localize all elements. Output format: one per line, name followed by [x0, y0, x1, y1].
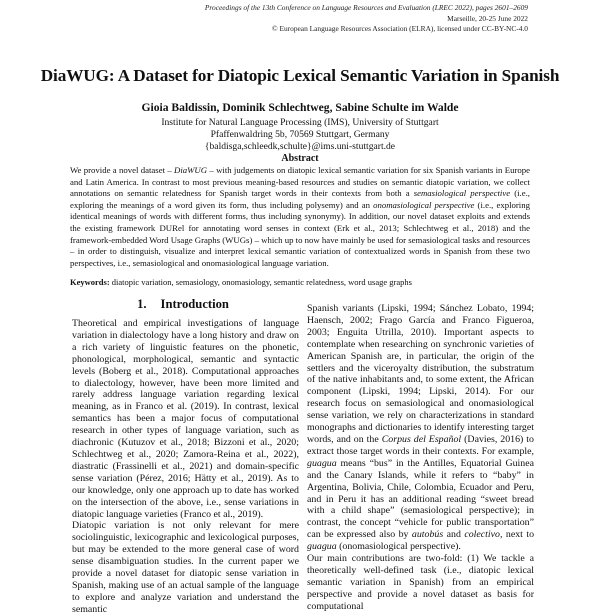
proceedings-line: Proceedings of the 13th Conference on Language Resources and Evaluation (LREC 2022), pages 2601–2609: [204, 3, 528, 12]
term-onomasiological: onomasiological perspective: [373, 199, 475, 210]
example-word: guagua: [307, 541, 337, 553]
text-span: Spanish variants (Lipski, 1994; Sánchez Lobato, 1994; Haensch, 2002; Frago García and Franco Figueroa, 2003; Enguita Utrilla, 2010). Important aspects to contemplate when researching on synchronic varieties of American Spanish are, in particular, the origin of the settlers and the viceroyalty distribution, the substratum of the native inhabitants and, to some extent, the African component (Lipski, 1994; Lipski, 2014). For our research focus on semasiological and onomasiological sense variation, we rely on characterizations in standard monographs and dictionaries to identify interesting target words, and on the: [307, 303, 534, 445]
term-semasiological: semasiological perspective: [413, 188, 511, 199]
license-line: © European Language Resources Association (ELRA), licensed under CC-BY-NC-4.0: [271, 24, 528, 34]
location-date-line: Marseille, 20-25 June 2022: [447, 13, 528, 23]
abstract-span: We provide a novel dataset –: [70, 165, 175, 175]
abstract-text: [70, 165, 530, 269]
intro-paragraph: Our main contributions are two-fold: (1) We tackle a theoretically well-defined task (i.e., diatopic lexical semantic variation in Spanish) from an empirical perspective and provide a novel dataset as basis for computational: [307, 553, 534, 612]
abstract-span: (i.e., exploring the meanings of a word given its form, thus including polysemy) and an: [70, 188, 530, 210]
intro-paragraph: Theoretical and empirical investigations of language variation in dialectology have a long history and draw on a rich variety of linguistic features on the phonetic, phonological, morphological, semantic and syntactic levels (Boberg et al., 2018). Computational approaches to dialectology, however, have been more limited and rarely address language variation regarding lexical meaning, as in Franco et al. (2019). In contrast, lexical semantics has been a major focus of computational research in other types of language variation, such as diachronic (Kutuzov et al., 2018; Bizzoni et al., 2020; Schlechtweg et al., 2020; Zamora-Reina et al., 2022), diastratic (Frassinelli et al., 2021) and domain-specific sense variation (Pérez, 2016; Hätty et al., 2019). As to our knowledge, only one approach up to date has worked on the intersection of the above, i.e., sense variations in diatopic language varieties (Franco et al., 2019).: [72, 318, 299, 520]
abstract-span: (i.e., exploring identical meanings of words with different forms, thus including synonymy). In addition, our novel dataset exploits and extends the existing framework DURel for annotating word senses in context (Erk et al., 2013; Schlechtweg et al., 2018) and the framework-embedded Word Usage Graphs (WUGs) – which up to now have mainly be used for semasiological tasks and resources – in order to distinguish, visualize and interpret lexical semantic variation of contextualized words in Spanish from these two perspectives, i.e., semasiological and onomasiological language variation.: [70, 199, 530, 268]
text-span: , next to: [499, 529, 535, 541]
affiliation-email: {baldisga,schleedk,schulte}@ims.uni-stuttgart.de: [204, 141, 396, 153]
corpus-name: Corpus del Español: [381, 433, 462, 445]
text-span: means “bus” in the Antilles, Equatorial Guinea and the Canary Islands, while it refers to “baby” in Argentina, Bolivia, Chile, Colombia, Ecuador and Peru, and in Peru it has an additional reading “sweet bread with a child shape” (semasiological perspective); in contrast, the concept “vehicle for public transportation” can be expressed also by: [307, 457, 534, 541]
section-title: Introduction: [160, 297, 229, 311]
text-span: (Davies, 2016) to extract those target words in their contexts. For example,: [307, 433, 534, 457]
example-word: colectivo: [464, 529, 500, 541]
affiliation-block: [0, 117, 600, 154]
text-span: (onomasiological perspective).: [336, 541, 461, 553]
keywords-label: Keywords:: [70, 277, 110, 287]
section-heading: [70, 297, 296, 312]
text-span: and: [443, 529, 465, 541]
left-column: [72, 318, 299, 616]
abstract-heading: Abstract: [281, 153, 319, 164]
keywords-text: diatopic variation, semasiology, onomasiology, semantic relatedness, word usage graphs: [109, 277, 412, 287]
affiliation-address: Pfaffenwaldring 5b, 70569 Stuttgart, Germany: [210, 129, 390, 141]
paper-title: DiaWUG: A Dataset for Diatopic Lexical Semantic Variation in Spanish: [40, 66, 560, 85]
keywords-line: [70, 277, 530, 287]
proceedings-header: [205, 3, 528, 35]
intro-paragraph: [307, 303, 534, 553]
affiliation-institute: Institute for Natural Language Processing (IMS), University of Stuttgart: [161, 117, 439, 128]
paper-authors: Gioia Baldissin, Dominik Schlechtweg, Sabine Schulte im Walde: [141, 101, 459, 114]
example-word: guagua: [307, 457, 337, 469]
right-column: [307, 303, 534, 613]
example-word: autobús: [411, 529, 444, 541]
intro-paragraph: Diatopic variation is not only relevant for mere sociolinguistic, lexicographic and lexicological purposes, but may be extended to the more general case of word sense disambiguation studies. In the current paper we provide a novel dataset for diatopic sense variation in Spanish, making use of an actual sample of the language to explore and analyze variation and understand the semantic: [72, 520, 299, 615]
dataset-name: DiaWUG: [174, 165, 208, 175]
section-number: 1.: [137, 297, 147, 311]
abstract-span: – with judgements on diatopic lexical semantic variation for six Spanish variants in Europe and Latin America. In contrast to most previous meaning-based resources and studies on semantic diatopic variation, we collect annotations on semantic relatedness for Spanish target words in their contexts from both a: [70, 165, 530, 199]
